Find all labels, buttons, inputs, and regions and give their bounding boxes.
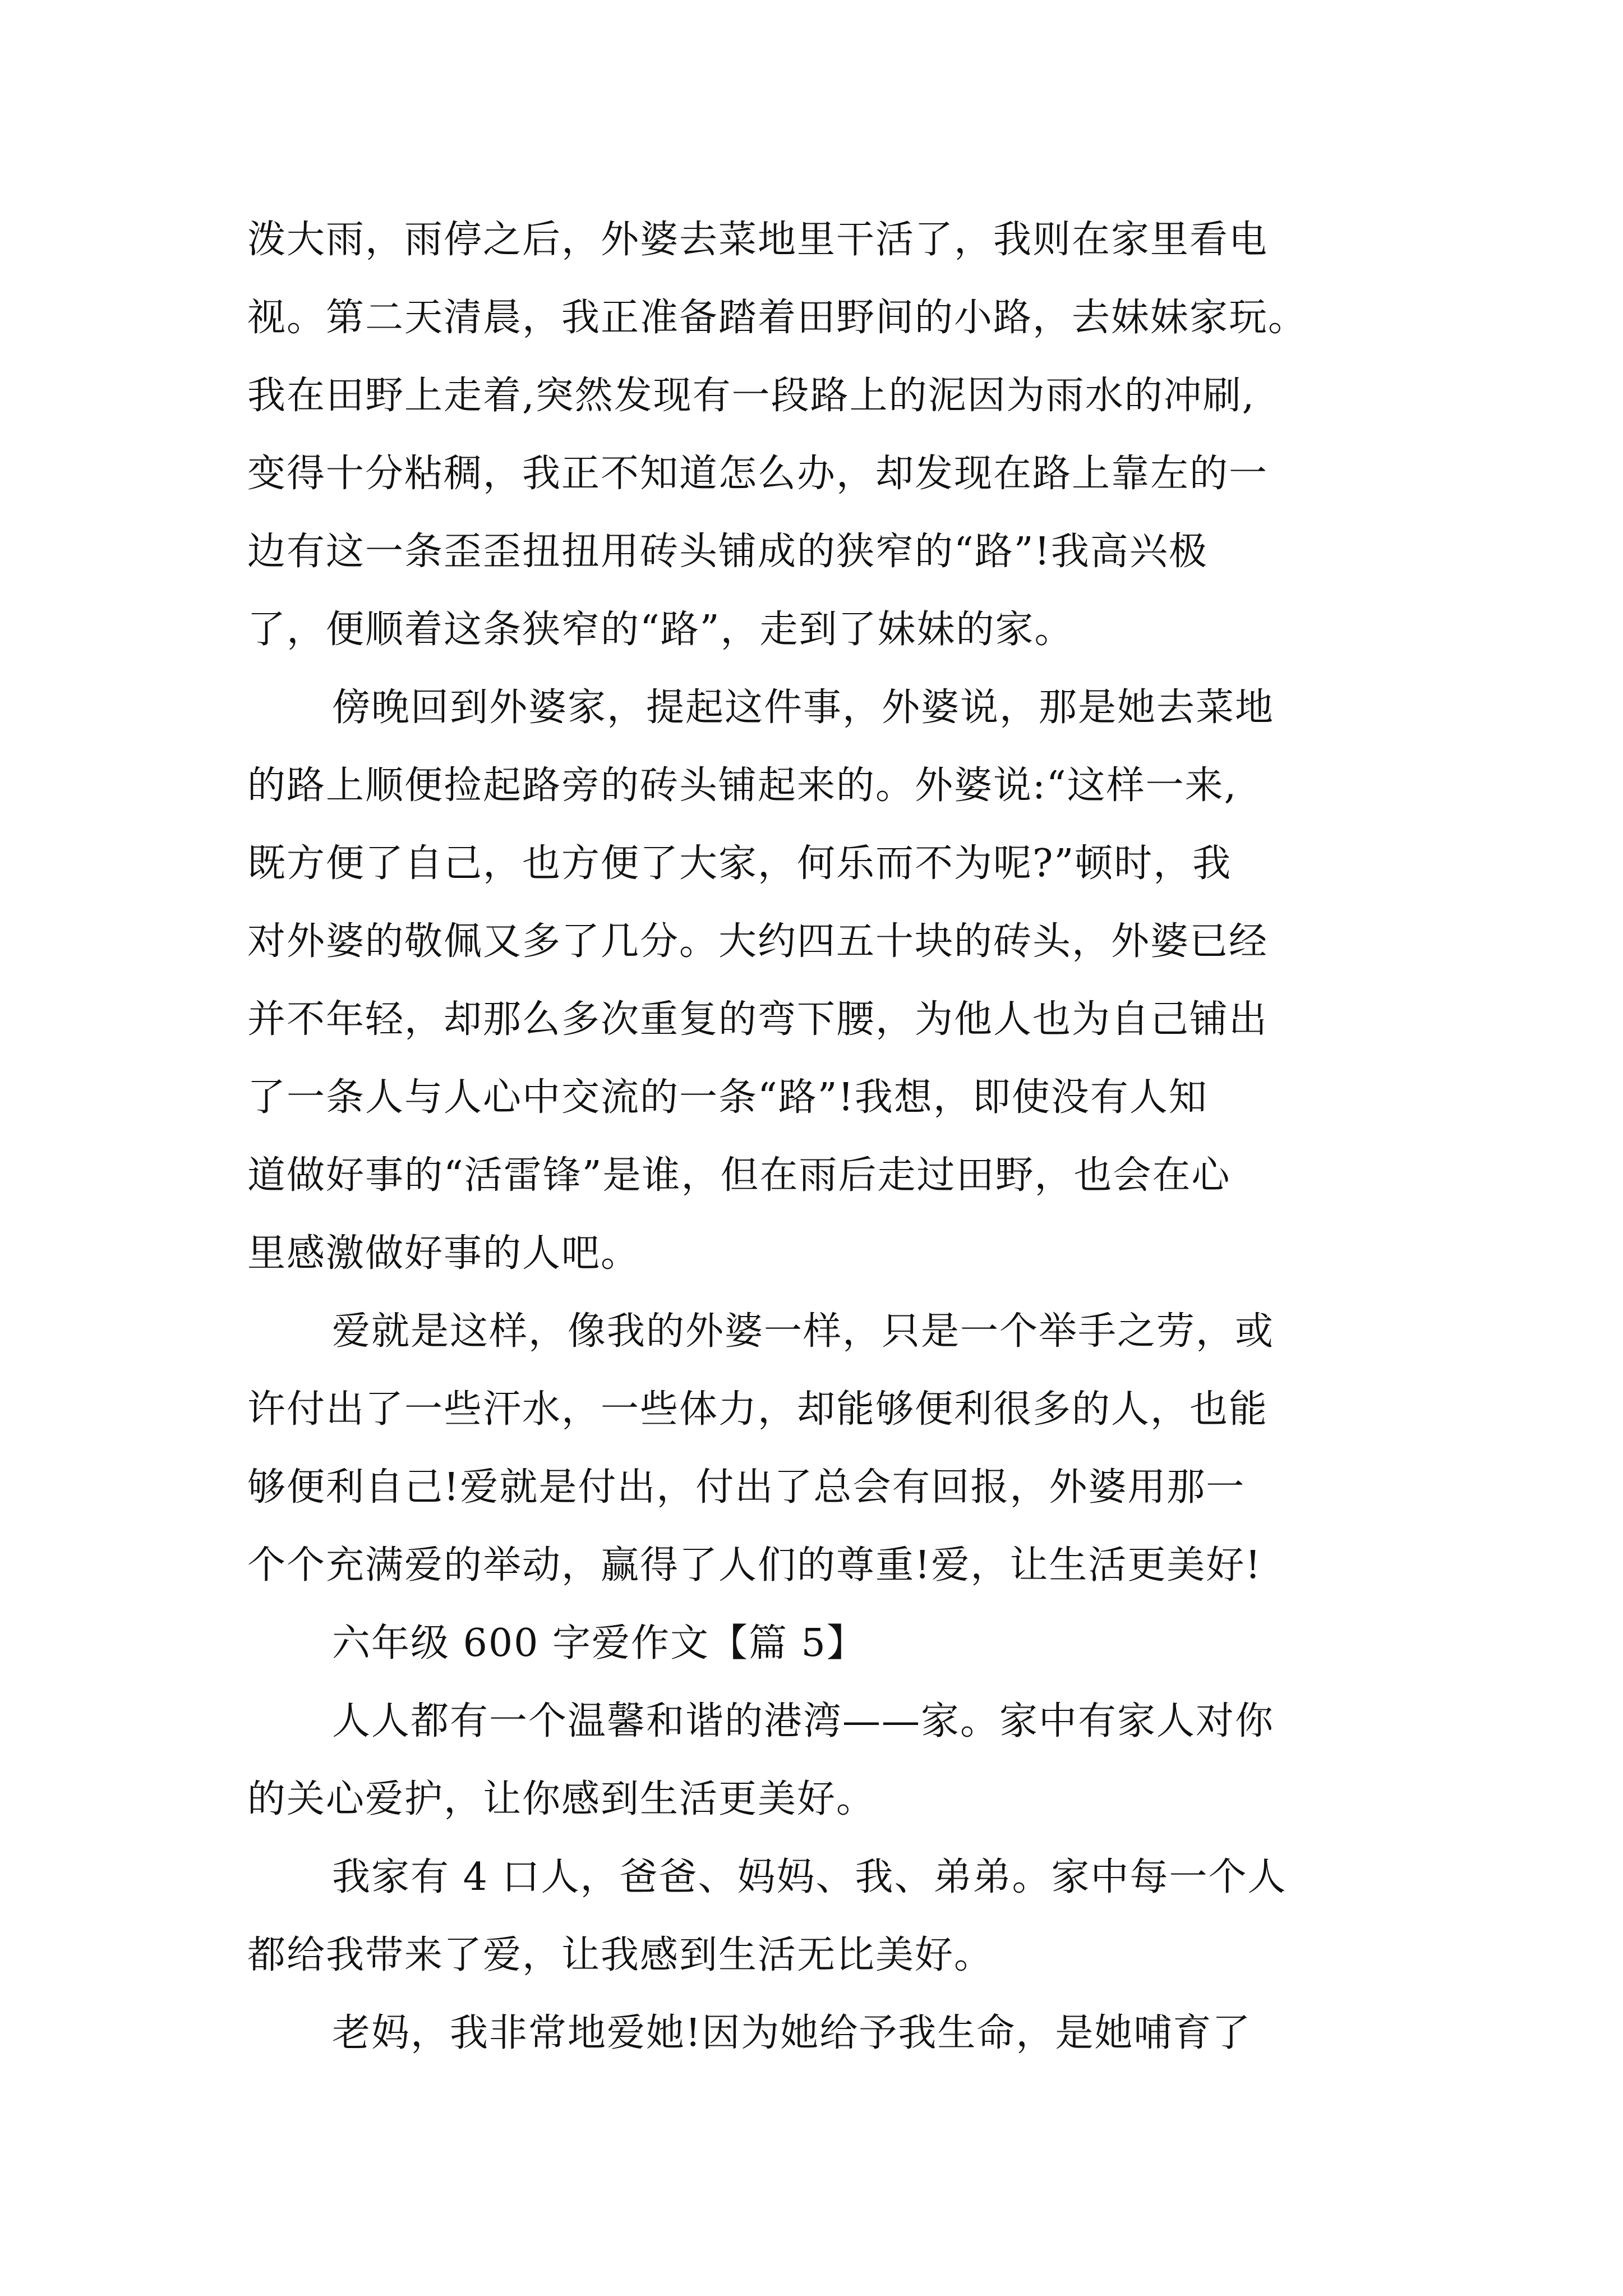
text-line: 里感激做好事的人吧。 [247,1231,640,1276]
text-line: 人人都有一个温馨和谐的港湾——家。家中有家人对你 [332,1699,1275,1743]
text-line: 变得十分粘稠，我正不知道怎么办，却发现在路上靠左的一 [247,452,1269,496]
text-line: 并不年轻，却那么多次重复的弯下腰，为他人也为自己铺出 [247,997,1269,1042]
text-line: 了一条人与人心中交流的一条“路”!我想，即使没有人知 [247,1075,1208,1120]
text-line: 的路上顺便捡起路旁的砖头铺起来的。外婆说:“这样一来, [247,763,1238,808]
text-line: 泼大雨，雨停之后，外婆去菜地里干活了，我则在家里看电 [247,218,1269,262]
text-line: 了，便顺着这条狭窄的“路”，走到了妹妹的家。 [247,608,1074,652]
text-line: 老妈，我非常地爱她!因为她给予我生命，是她哺育了 [332,2011,1252,2055]
text-line: 对外婆的敬佩又多了几分。大约四五十块的砖头，外婆已经 [247,919,1269,964]
text-line: 够便利自己!爱就是付出，付出了总会有回报，外婆用那一 [247,1465,1246,1510]
text-line: 道做好事的“活雷锋”是谁，但在雨后走过田野，也会在心 [247,1153,1231,1198]
text-line: 的关心爱护，让你感到生活更美好。 [247,1777,876,1821]
text-line: 我在田野上走着,突然发现有一段路上的泥因为雨水的冲刷, [247,374,1256,418]
text-line: 爱就是这样，像我的外婆一样，只是一个举手之劳，或 [332,1309,1275,1354]
text-line: 既方便了自己，也方便了大家，何乐而不为呢?”顿时，我 [247,841,1232,886]
text-line: 个个充满爱的举动，赢得了人们的尊重!爱，让生活更美好! [247,1543,1262,1588]
text-line: 视。第二天清晨，我正准备踏着田野间的小路，去妹妹家玩。 [247,296,1308,340]
text-line: 边有这一条歪歪扭扭用砖头铺成的狭窄的“路”!我高兴极 [247,530,1208,574]
text-line: 我家有 4 口人，爸爸、妈妈、我、弟弟。家中每一个人 [332,1855,1287,1899]
text-line: 许付出了一些汗水，一些体力，却能够便利很多的人，也能 [247,1387,1269,1432]
text-line: 都给我带来了爱，让我感到生活无比美好。 [247,1933,994,1977]
text-line: 傍晚回到外婆家，提起这件事，外婆说，那是她去菜地 [332,685,1275,730]
section-heading: 六年级 600 字爱作文【篇 5】 [332,1621,866,1665]
